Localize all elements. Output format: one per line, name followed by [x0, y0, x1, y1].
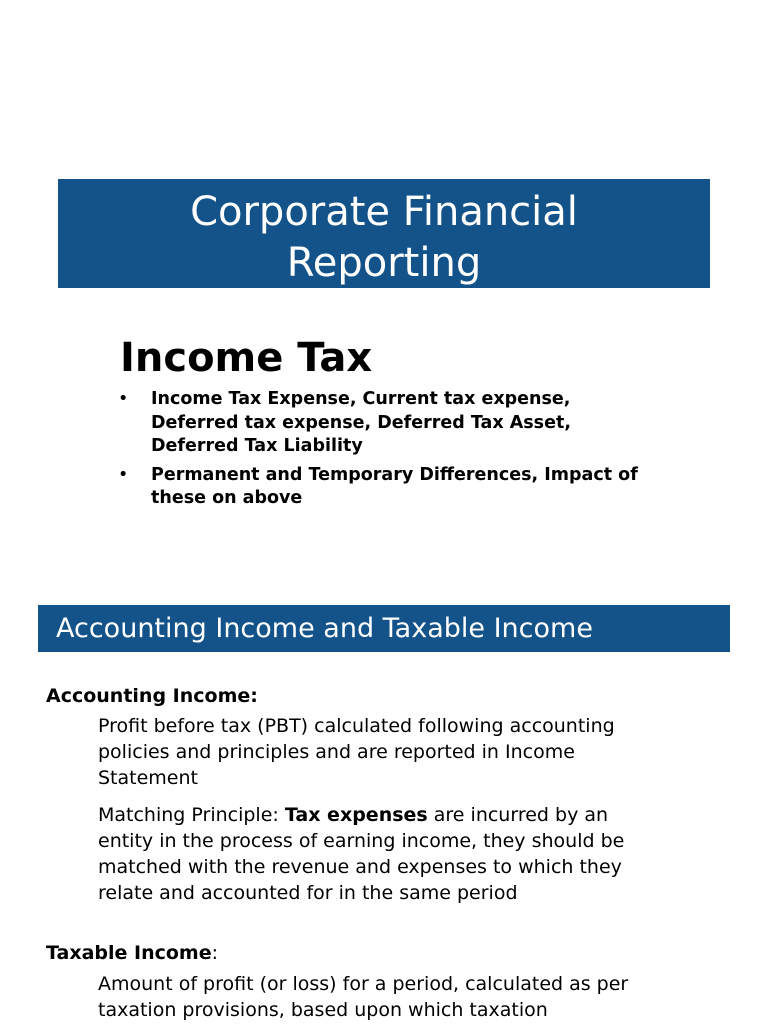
definition-line: taxation provisions, based upon which taxation — [98, 999, 548, 1021]
income-tax-bullet-list — [118, 388, 718, 516]
section-title: Accounting Income and Taxable Income — [56, 613, 593, 644]
bullet-text-line: Deferred Tax Liability — [151, 436, 363, 456]
bullet-text-line: Income Tax Expense, Current tax expense, — [151, 389, 571, 409]
definition-line: policies and principles and are reported in Income — [98, 741, 575, 763]
bullet-icon: • — [118, 389, 129, 409]
matching-principle-line: matched with the revenue and expenses to which they — [98, 856, 622, 878]
accounting-income-label — [46, 683, 258, 709]
title-banner — [58, 179, 710, 288]
definition-line: Statement — [98, 767, 198, 789]
bullet-text-line: these on above — [151, 488, 303, 508]
definition-line: Profit before tax (PBT) calculated following accounting — [98, 715, 615, 737]
banner-title-line-2: Reporting — [286, 240, 482, 286]
bullet-item — [118, 388, 718, 459]
bullet-text-line: Permanent and Temporary Differences, Impact of — [151, 464, 638, 485]
accounting-income-label-text: Accounting Income: — [46, 685, 258, 707]
matching-principle-prefix: Matching Principle: — [98, 804, 285, 826]
accounting-income-definition — [98, 713, 718, 791]
matching-principle-line: entity in the process of earning income, they should be — [98, 830, 625, 852]
matching-principle-suffix: are incurred by an — [427, 804, 609, 826]
taxable-income-label-text: Taxable Income — [46, 942, 212, 964]
tax-expenses-emphasis: Tax expenses — [284, 804, 428, 826]
income-tax-heading: Income Tax — [120, 335, 373, 381]
bullet-text-line: Deferred tax expense, Deferred Tax Asset, — [151, 412, 571, 433]
section-banner — [38, 605, 730, 652]
taxable-income-label — [46, 940, 218, 966]
matching-principle-paragraph — [98, 802, 718, 906]
banner-title-line-1: Corporate Financial — [190, 189, 578, 235]
taxable-income-definition — [98, 971, 718, 1023]
matching-principle-line — [98, 802, 718, 828]
matching-principle-line: relate and accounted for in the same period — [98, 882, 518, 904]
definition-line: Amount of profit (or loss) for a period, calculated as per — [98, 973, 629, 995]
bullet-item — [118, 464, 718, 511]
bullet-icon: • — [118, 464, 129, 485]
taxable-income-label-colon: : — [211, 942, 219, 964]
